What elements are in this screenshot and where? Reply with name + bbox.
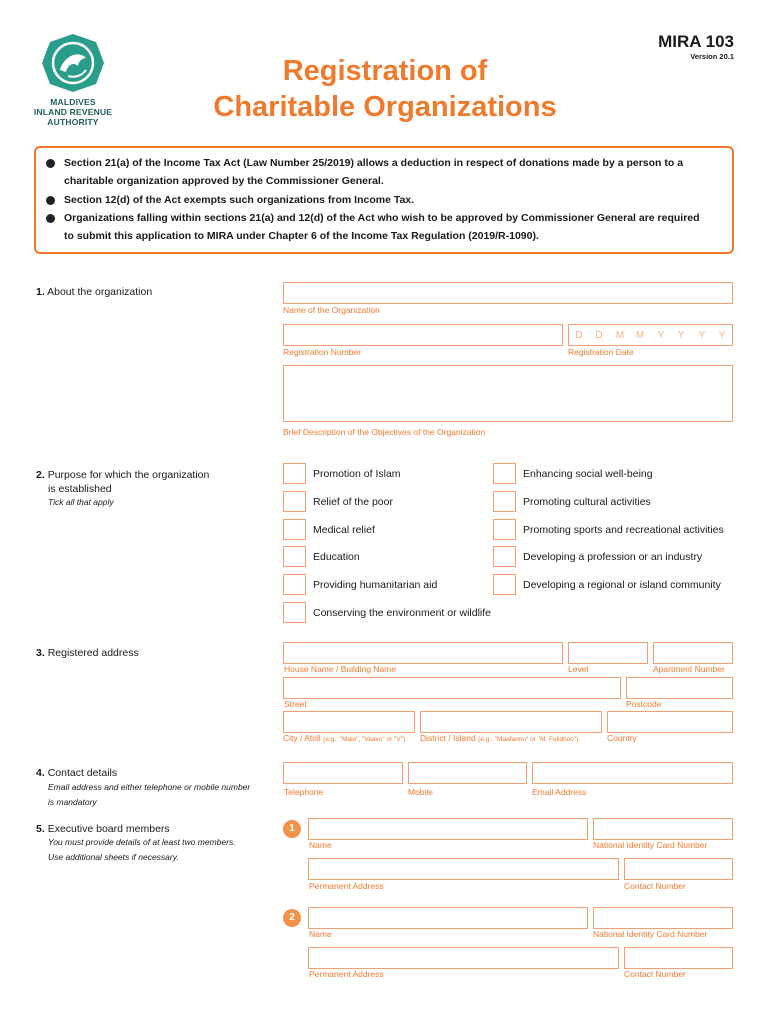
member-contact-label: Contact Number xyxy=(624,881,686,891)
checkbox-profession-industry[interactable] xyxy=(493,546,516,567)
email-label: Email Address xyxy=(532,787,587,797)
member-1-contact-field[interactable] xyxy=(624,858,733,880)
member-address-label: Permanent Address xyxy=(309,969,384,979)
member-name-label: Name xyxy=(309,929,332,939)
title-line-2: Charitable Organizations xyxy=(213,91,557,123)
notice-text: to submit this application to MIRA under Chapter 6 of the Income Tax Regulation (2019/R-1090). xyxy=(64,230,539,242)
notice-text: charitable organization approved by the Commissioner General. xyxy=(64,175,384,187)
house-name-field[interactable] xyxy=(283,642,563,664)
district-island-field[interactable] xyxy=(420,711,602,733)
telephone-label: Telephone xyxy=(284,787,324,797)
objectives-label: Brief Description of the Objectives of the Organization xyxy=(283,427,486,437)
city-label-text: City / Atoll xyxy=(283,733,321,743)
member-2-name-field[interactable] xyxy=(308,907,588,929)
checkbox-social-well-being[interactable] xyxy=(493,463,516,484)
district-hint: (e.g.: "Maafannu" or "M. Felidhoo") xyxy=(478,736,579,743)
page-title xyxy=(160,53,610,125)
checkbox-education[interactable] xyxy=(283,546,306,567)
objectives-field[interactable] xyxy=(283,365,733,422)
bullet-icon xyxy=(46,214,55,223)
checkbox-conserving-environment[interactable] xyxy=(283,602,306,623)
bullet-icon xyxy=(46,159,55,168)
country-field[interactable] xyxy=(607,711,733,733)
form-code: MIRA 103 xyxy=(658,32,734,51)
option-label: Developing a profession or an industry xyxy=(523,551,703,563)
note-line: Email address and either telephone or mobile number xyxy=(48,782,251,792)
option-label: Promoting cultural activities xyxy=(523,496,651,508)
date-cell: Y xyxy=(677,330,685,341)
member-2-nic-field[interactable] xyxy=(593,907,733,929)
member-1-nic-field[interactable] xyxy=(593,818,733,840)
section-number: 5. xyxy=(36,823,45,835)
telephone-field[interactable] xyxy=(283,762,403,784)
date-cell: Y xyxy=(698,330,706,341)
district-label-text: District / Island xyxy=(420,733,476,743)
member-2-contact-field[interactable] xyxy=(624,947,733,969)
house-name-label: House Name / Building Name xyxy=(284,664,396,674)
country-label: Country xyxy=(607,733,637,743)
date-cell: Y xyxy=(718,330,726,341)
mobile-label: Mobile xyxy=(408,787,434,797)
member-contact-label: Contact Number xyxy=(624,969,686,979)
member-name-label: Name xyxy=(309,840,332,850)
notice-text: Section 21(a) of the Income Tax Act (Law Number 25/2019) allows a deduction in respect of donations made by a person to a xyxy=(64,157,684,169)
email-field[interactable] xyxy=(532,762,733,784)
checkbox-sports-recreation[interactable] xyxy=(493,519,516,540)
city-atoll-field[interactable] xyxy=(283,711,415,733)
checkbox-promotion-of-islam[interactable] xyxy=(283,463,306,484)
option-label: Developing a regional or island community xyxy=(523,579,721,591)
registration-number-field[interactable] xyxy=(283,324,563,346)
section-title: Contact details xyxy=(47,767,118,779)
mira-logo xyxy=(38,32,108,94)
notice-box xyxy=(34,146,734,254)
member-1-address-field[interactable] xyxy=(308,858,619,880)
city-atoll-label xyxy=(283,733,405,743)
option-label: Relief of the poor xyxy=(313,496,393,508)
postcode-label: Postcode xyxy=(626,699,662,709)
logo-line: MALDIVES xyxy=(50,97,96,107)
date-cell: Y xyxy=(657,330,665,341)
notice-text: Organizations falling within sections 21(a) and 12(d) of the Act who wish to be approved by Commissioner General are required xyxy=(64,212,700,224)
section-number: 4. xyxy=(36,767,45,779)
option-label: Promoting sports and recreational activities xyxy=(523,524,724,536)
section-number: 1. xyxy=(36,286,45,298)
option-label: Enhancing social well-being xyxy=(523,468,653,480)
apartment-number-label: Apartment Number xyxy=(653,664,725,674)
option-label: Promotion of Islam xyxy=(313,468,401,480)
section-3-heading xyxy=(36,647,139,659)
date-cell: M xyxy=(615,330,625,341)
member-1-name-field[interactable] xyxy=(308,818,588,840)
section-number: 2. xyxy=(36,469,45,481)
note-line: is mandatory xyxy=(48,797,97,807)
section-2-note: Tick all that apply xyxy=(48,497,114,507)
checkbox-relief-of-poor[interactable] xyxy=(283,491,306,512)
option-label: Conserving the environment or wildlife xyxy=(313,607,492,619)
logo-line: INLAND REVENUE xyxy=(33,107,113,117)
checkbox-medical-relief[interactable] xyxy=(283,519,306,540)
logo-line: AUTHORITY xyxy=(47,117,99,127)
date-cell: D xyxy=(595,330,603,341)
title-line-1: Registration of xyxy=(282,55,488,87)
section-title: Executive board members xyxy=(47,823,170,835)
member-nic-label: National Identity Card Number xyxy=(593,929,708,939)
checkbox-cultural-activities[interactable] xyxy=(493,491,516,512)
city-hint: (e.g.: "Male", "Vaavu" or "V") xyxy=(323,736,406,743)
checkbox-regional-community[interactable] xyxy=(493,574,516,595)
apartment-number-field[interactable] xyxy=(653,642,733,664)
date-cell: M xyxy=(635,330,645,341)
section-1-heading xyxy=(36,286,152,298)
member-address-label: Permanent Address xyxy=(309,881,384,891)
mira-emblem-icon xyxy=(38,32,108,94)
organization-name-label: Name of the Organization xyxy=(283,305,380,315)
mobile-field[interactable] xyxy=(408,762,527,784)
section-title-cont: is established xyxy=(48,483,112,495)
district-island-label xyxy=(420,733,578,743)
street-field[interactable] xyxy=(283,677,621,699)
section-title: About the organization xyxy=(47,286,153,298)
level-field[interactable] xyxy=(568,642,648,664)
section-5-note xyxy=(48,835,236,865)
section-number: 3. xyxy=(36,647,45,659)
registration-date-label: Registration Date xyxy=(568,347,634,357)
form-version: Version 20.1 xyxy=(690,52,734,61)
section-2-heading xyxy=(36,468,209,496)
bullet-icon xyxy=(46,196,55,205)
registration-date-field[interactable] xyxy=(568,324,733,346)
member-2-address-field[interactable] xyxy=(308,947,619,969)
checkbox-humanitarian-aid[interactable] xyxy=(283,574,306,595)
note-line: You must provide details of at least two members. xyxy=(48,837,236,847)
option-label: Medical relief xyxy=(313,524,375,536)
option-label: Education xyxy=(313,551,360,563)
postcode-field[interactable] xyxy=(626,677,733,699)
level-label: Level xyxy=(568,664,589,674)
section-5-heading xyxy=(36,823,170,835)
section-title: Purpose for which the organization xyxy=(47,469,210,481)
member-number-badge: 2 xyxy=(283,909,301,927)
section-4-heading xyxy=(36,767,117,779)
date-cell: D xyxy=(575,330,583,341)
section-4-note xyxy=(48,780,250,810)
section-title: Registered address xyxy=(47,647,139,659)
organization-name-field[interactable] xyxy=(283,282,733,304)
note-line: Use additional sheets if necessary. xyxy=(48,852,179,862)
option-label: Providing humanitarian aid xyxy=(313,579,438,591)
notice-text: Section 12(d) of the Act exempts such organizations from Income Tax. xyxy=(64,194,415,206)
logo-text xyxy=(23,97,123,127)
member-number-badge: 1 xyxy=(283,820,301,838)
street-label: Street xyxy=(284,699,307,709)
member-nic-label: National Identity Card Number xyxy=(593,840,708,850)
registration-number-label: Registration Number xyxy=(283,347,361,357)
